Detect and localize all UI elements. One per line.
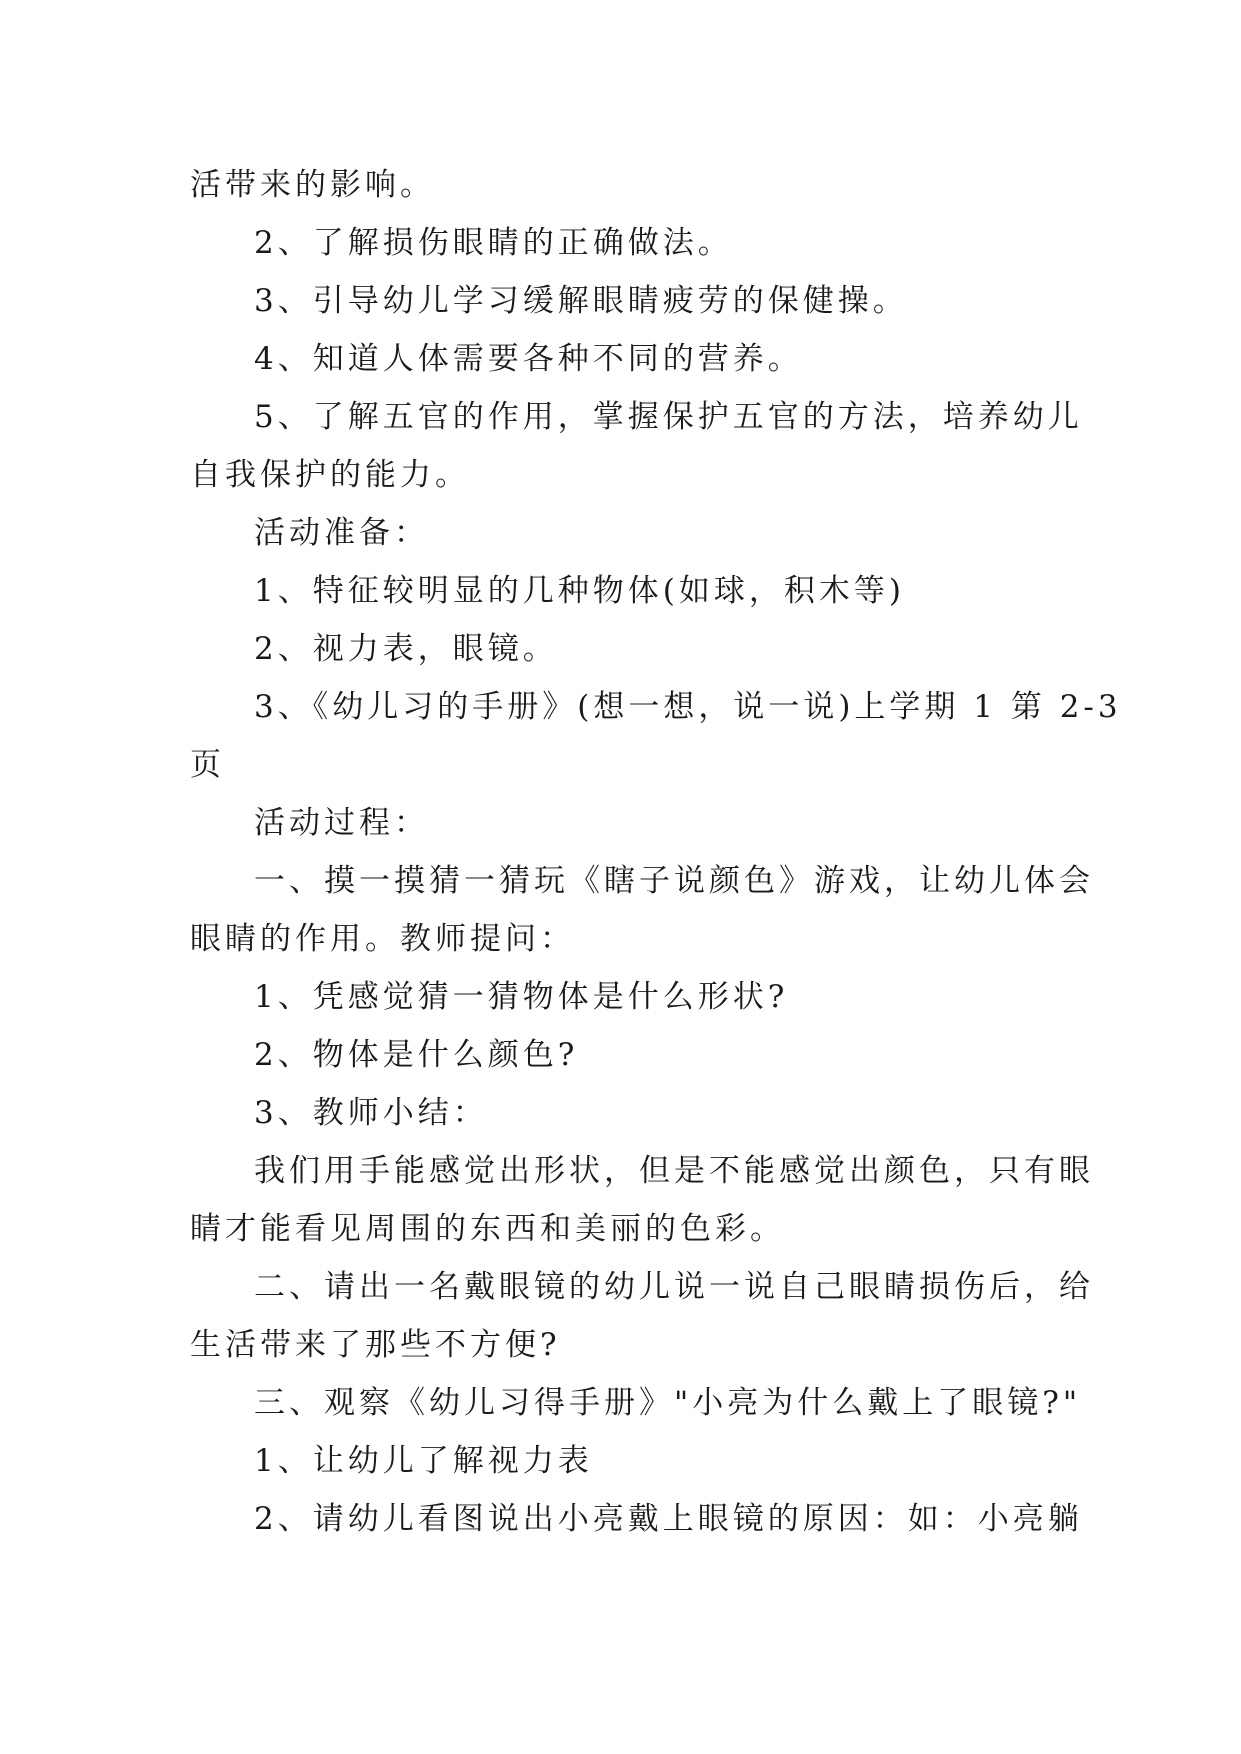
text-line: 3、《幼儿习的手册》(想一想，说一说)上学期 1 第 2-3 bbox=[254, 689, 1122, 725]
text-line: 2、请幼儿看图说出小亮戴上眼镜的原因：如：小亮躺 bbox=[254, 1501, 1083, 1537]
text-line: 二、请出一名戴眼镜的幼儿说一说自己眼睛损伤后，给 bbox=[254, 1269, 1094, 1305]
text-line: 三、观察《幼儿习得手册》"小亮为什么戴上了眼镜?" bbox=[254, 1385, 1082, 1421]
document-body bbox=[190, 156, 1122, 1548]
text-line: 2、物体是什么颜色? bbox=[254, 1037, 579, 1073]
text-line: 3、引导幼儿学习缓解眼睛疲劳的保健操。 bbox=[254, 283, 908, 319]
text-line: 活带来的影响。 bbox=[190, 167, 435, 203]
text-line: 一、摸一摸猜一猜玩《瞎子说颜色》游戏，让幼儿体会 bbox=[254, 863, 1094, 899]
text-line: 5、了解五官的作用，掌握保护五官的方法，培养幼儿 bbox=[254, 399, 1083, 435]
text-line: 2、了解损伤眼睛的正确做法。 bbox=[254, 225, 733, 261]
text-line: 4、知道人体需要各种不同的营养。 bbox=[254, 341, 803, 377]
text-line: 我们用手能感觉出形状，但是不能感觉出颜色，只有眼 bbox=[254, 1153, 1094, 1189]
text-line: 眼睛的作用。教师提问： bbox=[190, 921, 575, 957]
text-line: 页 bbox=[190, 747, 225, 783]
text-line: 睛才能看见周围的东西和美丽的色彩。 bbox=[190, 1211, 785, 1247]
text-line: 自我保护的能力。 bbox=[190, 457, 470, 493]
section-heading: 活动过程： bbox=[254, 805, 429, 841]
text-line: 1、凭感觉猜一猜物体是什么形状? bbox=[254, 979, 789, 1015]
text-line: 1、让幼儿了解视力表 bbox=[254, 1443, 593, 1479]
text-line: 1、特征较明显的几种物体(如球，积木等) bbox=[254, 573, 905, 609]
text-line: 生活带来了那些不方便? bbox=[190, 1327, 561, 1363]
section-heading: 活动准备： bbox=[254, 515, 429, 551]
text-line: 2、视力表，眼镜。 bbox=[254, 631, 558, 667]
text-line: 3、教师小结： bbox=[254, 1095, 488, 1131]
